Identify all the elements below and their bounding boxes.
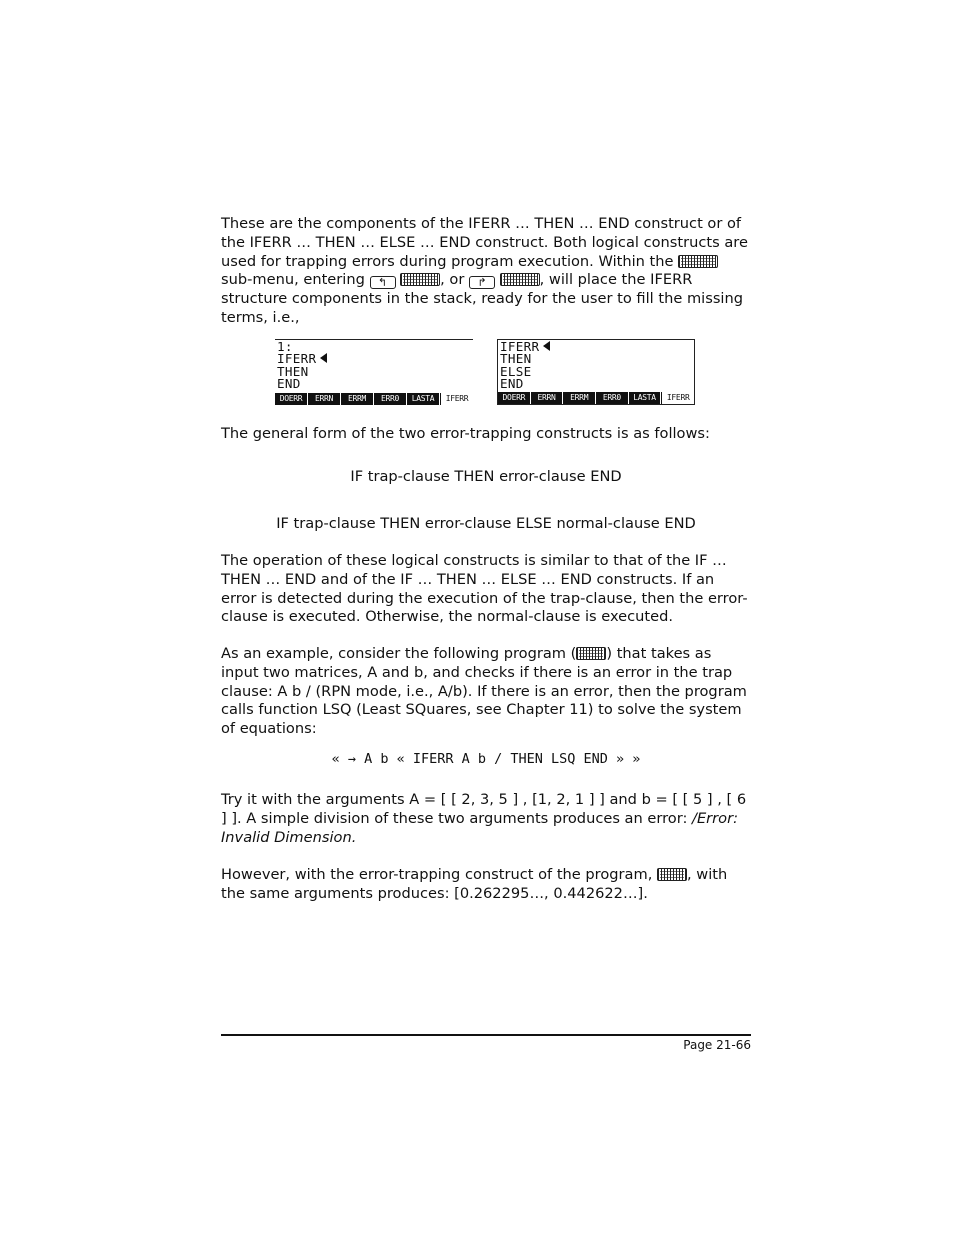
screen-line: ELSE (500, 363, 532, 379)
paragraph-example (221, 645, 751, 739)
softkey-errn: ERRN (308, 393, 340, 405)
paragraph-operation: The operation of these logical constructs is similar to that of the IF … THEN … END and of the IF … THEN … ELSE … END constructs. If an error is detected during the execution of the trap-clause, then the error-clause is executed. Otherwise, the normal-clause is executed. (221, 552, 748, 626)
screen-line: IFERR (500, 341, 550, 353)
softkey-errm: ERRM (341, 393, 373, 405)
error-menu-softkey-icon (678, 255, 718, 268)
page-number: Page 21-66 (683, 1038, 751, 1052)
screen-line: IFERR (277, 353, 327, 365)
softkey-lasta: LASTA (629, 392, 661, 404)
program-softkey-icon (657, 868, 687, 881)
program-softkey-icon (576, 647, 606, 660)
calculator-screen-iferr-then-else-end (497, 339, 695, 405)
text: ) that takes as input two matrices, A and b, and checks if there is an error in the trap clause: A b / (RPN mode, i.e., A/b). If there is an error, then the program calls function LSQ (Least SQuares, see Chapter 11) to solve the system of equations: (221, 645, 747, 738)
softkey-lasta: LASTA (407, 393, 439, 405)
footer-rule (221, 1034, 751, 1036)
text: sub-menu, entering (221, 271, 365, 289)
text: , will place the IFERR structure components in the stack, ready for the user to fill the missing terms, i.e., (221, 271, 743, 326)
iferr-softkey-icon (400, 273, 440, 286)
iferr-softkey-icon (500, 273, 540, 286)
softkey-iferr: IFERR (440, 393, 473, 405)
softkey-err0: ERR0 (374, 393, 406, 405)
form-if-then-end: IF trap-clause THEN error-clause END (350, 468, 622, 485)
text: However, with the error-trapping construct of the program, (221, 866, 653, 883)
softkey-doerr: DOERR (275, 393, 307, 405)
left-shift-key-icon: ↰ (370, 276, 396, 289)
softkey-err0: ERR0 (596, 392, 628, 404)
text: As an example, consider the following program ( (221, 645, 577, 662)
softkey-doerr: DOERR (498, 392, 530, 404)
calculator-screen-iferr-then-end (275, 339, 473, 405)
screen-line: END (500, 375, 524, 391)
text: These are the components of the IFERR … THEN … END construct or of the IFERR … THEN … ELSE … END construct. Both logical constructs are used for trapping errors during program execution. Within the (221, 215, 748, 270)
paragraph-result (221, 866, 751, 904)
screen-line: 1: (277, 339, 293, 354)
screen-line: THEN (277, 363, 309, 379)
text: Try it with the arguments A = [ [ 2, 3, 5 ] , [1, 2, 1 ] ] and b = [ [ 5 ] , [ 6 ] ]. A simple division of these two arguments produces an error: (221, 791, 747, 827)
program-code: « → A b « IFERR A b / THEN LSQ END » » (331, 751, 641, 767)
text: , with the same arguments produces: [0.262295…, 0.442622…]. (221, 866, 728, 902)
softkey-menu (275, 393, 473, 405)
paragraph-try-it (221, 791, 751, 847)
form-if-then-else-end: IF trap-clause THEN error-clause ELSE normal-clause END (276, 515, 696, 532)
softkey-iferr: IFERR (661, 392, 694, 404)
error-message: /Error: Invalid Dimension. (221, 809, 739, 846)
screen-line: THEN (500, 351, 532, 367)
screen-line: END (277, 375, 301, 391)
cursor-icon (543, 341, 550, 351)
softkey-errn: ERRN (531, 392, 563, 404)
softkey-menu (498, 392, 694, 404)
right-shift-key-icon: ↱ (469, 276, 495, 289)
text: , or (440, 271, 465, 289)
screen-lines (500, 341, 550, 390)
screen-lines (277, 341, 327, 390)
softkey-errm: ERRM (563, 392, 595, 404)
paragraph-general-form: The general form of the two error-trapping constructs is as follows: (221, 425, 710, 442)
paragraph-iferr-intro (221, 215, 751, 328)
cursor-icon (320, 353, 327, 363)
